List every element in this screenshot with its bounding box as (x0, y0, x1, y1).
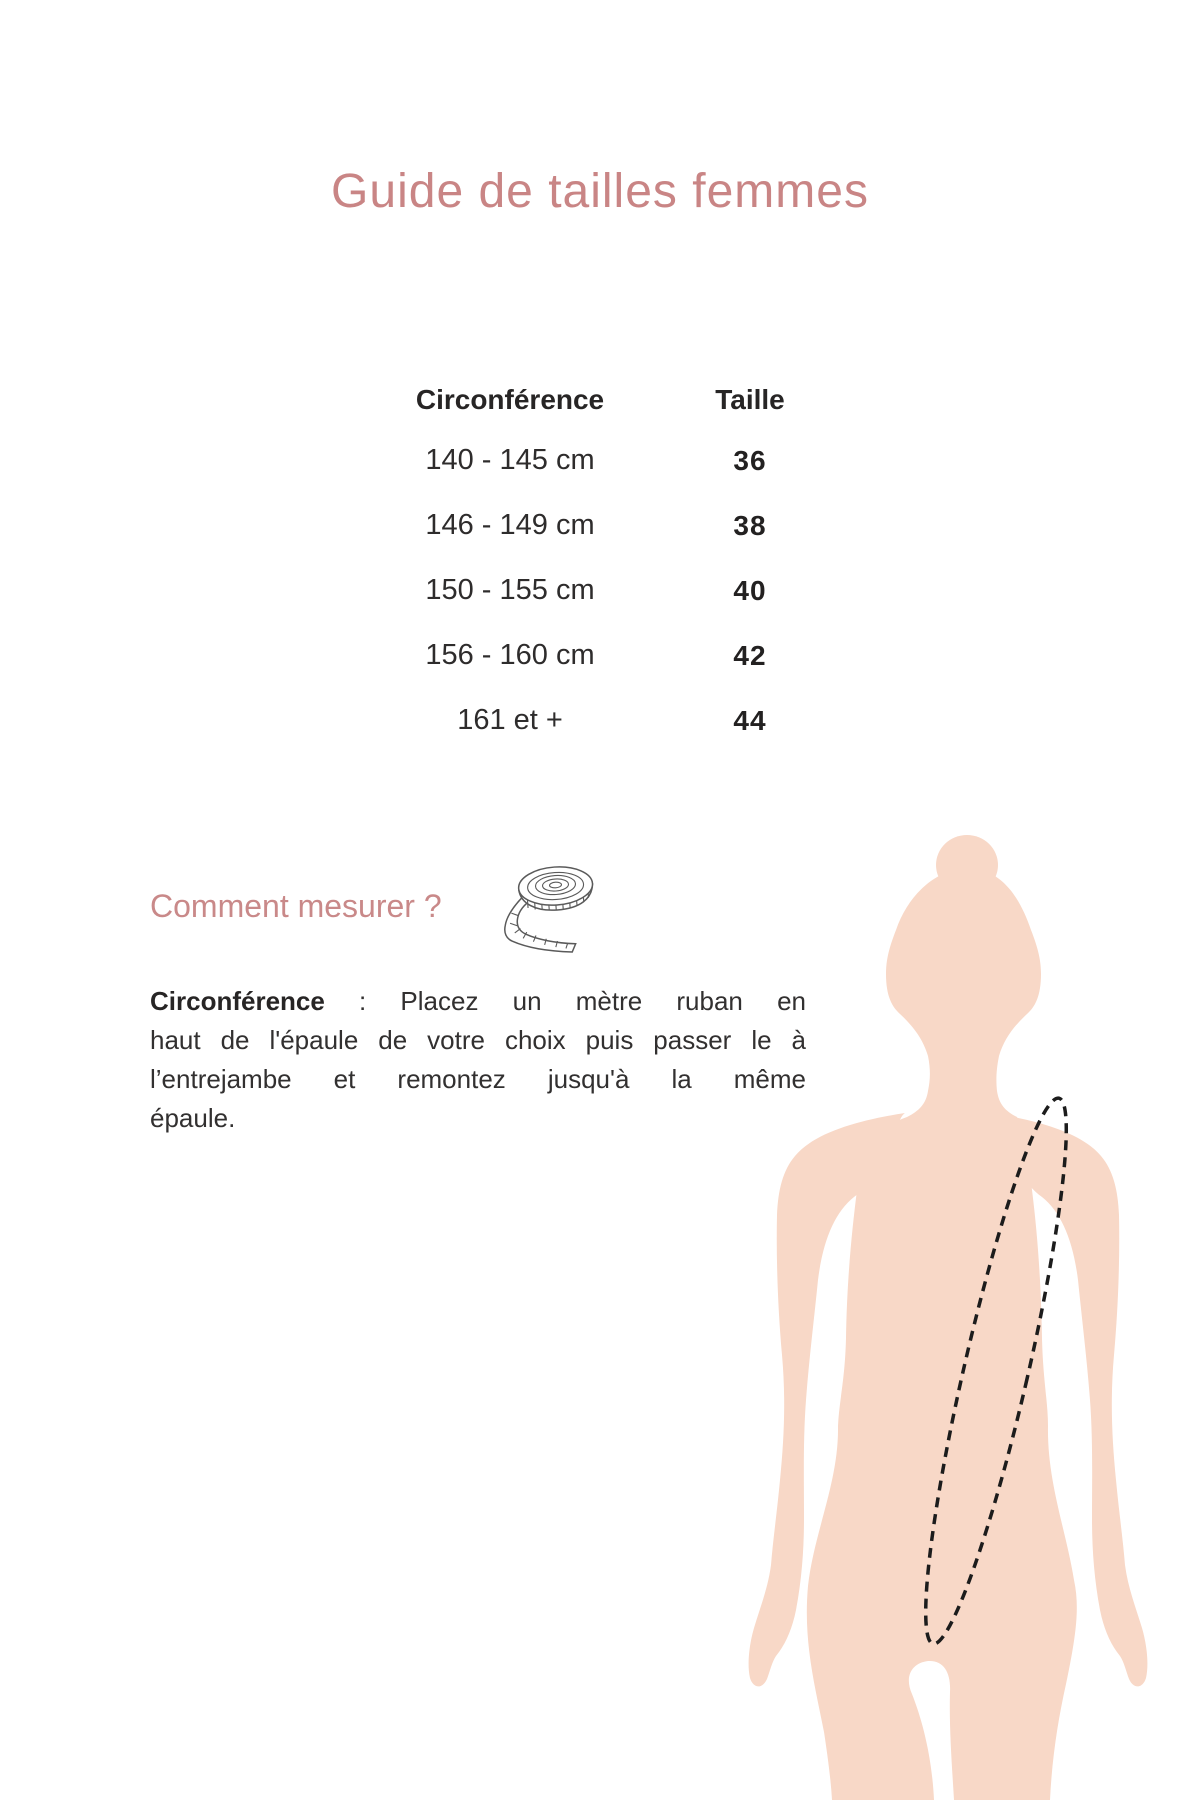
page-title: Guide de tailles femmes (331, 165, 869, 218)
table-row (360, 428, 840, 493)
circumference-value: 140 - 145 cm (425, 444, 595, 476)
size-table (360, 372, 840, 753)
table-row (360, 558, 840, 623)
size-table-header (360, 372, 840, 428)
measuring-tape-icon (496, 858, 608, 954)
size-value: 40 (733, 574, 767, 606)
circumference-value: 161 et + (457, 704, 563, 736)
size-value: 38 (733, 509, 767, 541)
measure-instructions (150, 982, 806, 1138)
table-row (360, 493, 840, 558)
female-body-silhouette (740, 720, 1200, 1800)
instruction-line: Circonférence : Placez un mètre ruban en (150, 986, 806, 1016)
instruction-line: l’entrejambe et remontez jusqu'à la même (150, 1064, 806, 1094)
instruction-line: épaule. (150, 1103, 236, 1133)
instruction-line: haut de l'épaule de votre choix puis passer le à (150, 1025, 806, 1055)
col-header-circumference: Circonférence (415, 384, 605, 415)
table-row (360, 623, 840, 688)
size-value: 44 (733, 704, 767, 736)
size-value: 42 (733, 639, 767, 671)
circumference-value: 156 - 160 cm (425, 639, 595, 671)
instruction-lead: Circonférence (150, 986, 325, 1016)
size-value: 36 (733, 444, 767, 476)
circumference-value: 146 - 149 cm (425, 509, 595, 541)
circumference-value: 150 - 155 cm (425, 574, 595, 606)
how-to-measure-heading: Comment mesurer ? (150, 888, 442, 924)
col-header-size: Taille (715, 384, 785, 415)
